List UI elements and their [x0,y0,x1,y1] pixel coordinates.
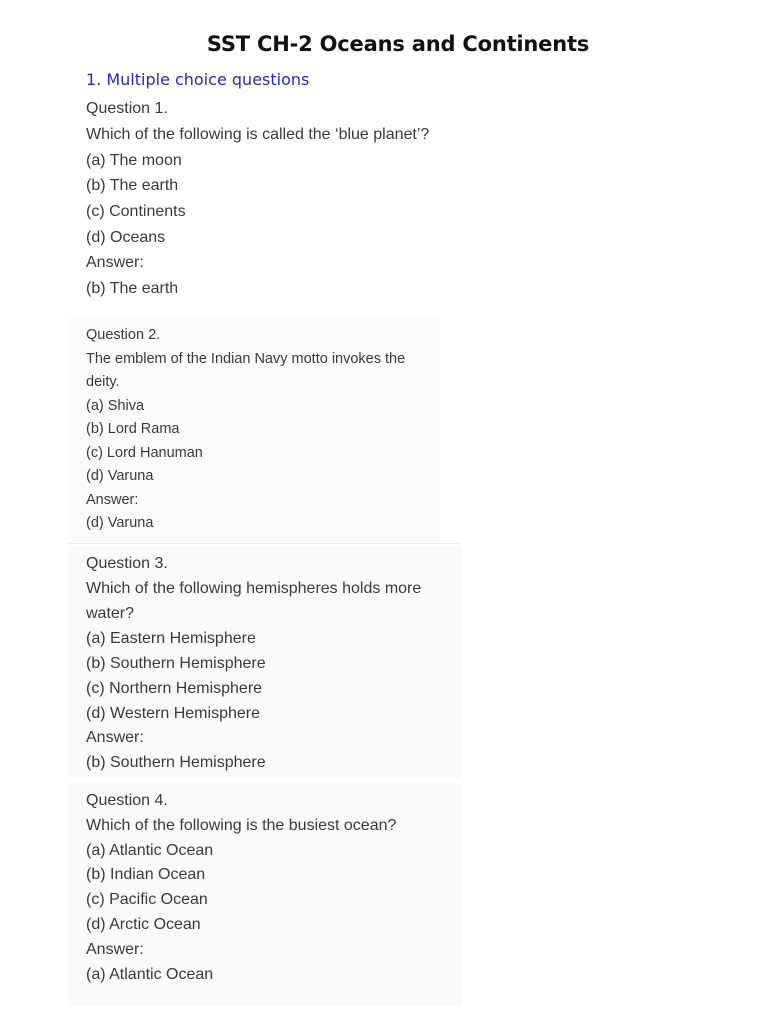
answer-value: (b) Southern Hemisphere [86,754,266,771]
question-block-2 [68,318,440,542]
option-d: (d) Western Hemisphere [86,705,260,722]
option-d: (d) Varuna [86,468,154,484]
question-text: Which of the following is called the ‘blue planet’? [86,126,430,143]
question-number: Question 1. [86,100,168,117]
question-text-line-2: deity. [86,374,120,390]
answer-value: (b) The earth [86,280,179,297]
option-b: (b) Southern Hemisphere [86,655,266,672]
page-title: SST CH-2 Oceans and Continents [206,32,590,56]
question-text: Which of the following is the busiest ocean? [86,817,397,834]
option-a: (a) Atlantic Ocean [86,842,214,859]
option-c: (c) Northern Hemisphere [86,680,263,697]
question-block-1 [68,96,462,304]
option-d: (d) Oceans [86,229,166,246]
answer-label: Answer: [86,729,144,746]
option-c: (c) Lord Hanuman [86,445,203,461]
answer-label: Answer: [86,254,144,271]
answer-value: (d) Varuna [86,515,154,531]
question-text-line-1: The emblem of the Indian Navy motto invokes the [86,351,406,367]
option-a: (a) Eastern Hemisphere [86,630,256,647]
divider [68,543,462,544]
option-a: (a) Shiva [86,398,145,414]
option-c: (c) Pacific Ocean [86,891,208,908]
section-heading: 1. Multiple choice questions [86,70,310,89]
question-number: Question 2. [86,327,161,343]
option-c: (c) Continents [86,203,186,220]
option-b: (b) Indian Ocean [86,866,206,883]
option-d: (d) Arctic Ocean [86,916,201,933]
question-text-line-2: water? [86,605,135,622]
option-b: (b) The earth [86,177,179,194]
question-block-3 [68,546,462,778]
question-text-line-1: Which of the following hemispheres holds more [86,580,422,597]
answer-value: (a) Atlantic Ocean [86,966,214,983]
question-number: Question 4. [86,792,168,809]
option-b: (b) Lord Rama [86,421,180,437]
answer-label: Answer: [86,492,139,508]
answer-label: Answer: [86,941,144,958]
question-block-4 [68,784,462,1006]
option-a: (a) The moon [86,152,182,169]
question-number: Question 3. [86,555,168,572]
